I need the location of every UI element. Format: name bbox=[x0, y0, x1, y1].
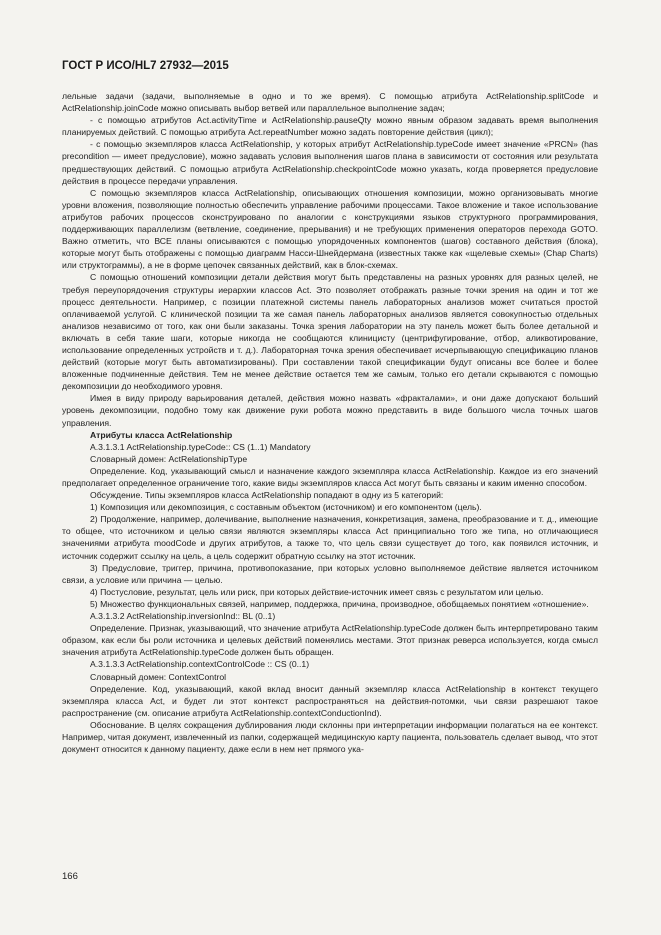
paragraph: Словарный домен: ActRelationshipType bbox=[90, 453, 248, 464]
paragraph: - с помощью экземпляров класса ActRelationship, у которых атрибут ActRelationship.typeCode имеет значение «PRCN» (has precondition — имеет предусловие), можно задавать условия выполнения шагов плана в зависимости от состояния или результата предшествующих действий. С помощью атрибута ActRelationship.checkpointCode можно указать, когда проверяется предусловие действия в процессе передачи управления. bbox=[62, 139, 598, 186]
page-header-standard-title: ГОСТ Р ИСО/HL7 27932—2015 bbox=[62, 60, 229, 72]
paragraph: 3) Предусловие, триггер, причина, противопоказание, при которых условно выполняемое действие является источником связи, а условие или причина — целью. bbox=[62, 562, 598, 585]
page-number: 166 bbox=[62, 871, 78, 882]
paragraph: Имея в виду природу варьирования деталей, действия можно назвать «фракталами», и они даже допускают больший уровень декомпозиции, подобно тому как движение руки робота можно представить в виде большого числа точных шагов управления. bbox=[62, 393, 598, 428]
paragraph: Обсуждение. Типы экземпляров класса ActRelationship попадают в одну из 5 категорий: bbox=[90, 490, 444, 501]
paragraph: 1) Композиция или декомпозиция, с составным объектом (источником) и его компонентом (цель). bbox=[90, 502, 482, 513]
paragraph: Словарный домен: ContextControl bbox=[90, 671, 227, 682]
paragraph: A.3.1.3.1 ActRelationship.typeCode:: CS (1..1) Mandatory bbox=[90, 441, 311, 452]
paragraph: Определение. Признак, указывающий, что значение атрибута ActRelationship.typeCode должен быть интерпретировано таким образом, как если бы роли источника и целевых действий поменялись местами. Этот признак реверса используется, когда смысл значения атрибута ActRelationship.typeCode должен быть обращен. bbox=[62, 623, 598, 658]
paragraph: С помощью экземпляров класса ActRelationship, описывающих отношения композиции, можно организовывать многие уровни вложения, позволяющие полностью обеспечить управление рабочими процессами. Такое вложение и такое использование атрибутов рабочих процессов сконструировано по аналогии с конструкциями языков структурного программирования, поддерживающих параллелизм (ветвление, соединение, прерывания) и не требующих применения операторов перехода GOTO. Важно отметить, что ВСЕ планы описываются с помощью упорядоченных компонентов (шагов) составного действия (блока), которые могут быть отображены с помощью диаграмм Насси-Шнейдермана (известных также как «щелевые схемы» (Chap Charts) или структограммы), а не в форме цепочек связанных действий, как в блок-схемах. bbox=[62, 187, 598, 271]
paragraph: Обоснование. В целях сокращения дублирования люди склонны при интерпретации информации полагаться на ее контекст. Например, читая документ, извлеченный из папки, содержащей медицинскую карту пациента, пользователь сделает вывод, что этот документ относится к данному пациенту, даже если в нем нет прямого ука- bbox=[62, 719, 598, 755]
paragraph: - с помощью атрибутов Act.activityTime и ActRelationship.pauseQty можно явным образом задавать время выполнения планируемых действий. С помощью атрибута Act.repeatNumber можно задать повторение действия (цикл); bbox=[62, 115, 598, 138]
section-heading: Атрибуты класса ActRelationship bbox=[90, 429, 233, 440]
paragraph: лельные задачи (задачи, выполняемые в одно и то же время). С помощью атрибута ActRelationship.splitCode и ActRelationship.joinCode можно описывать выбор ветвей или параллельное выполнение задач; bbox=[62, 91, 598, 114]
paragraph: A.3.1.3.3 ActRelationship.contextControlCode :: CS (0..1) bbox=[90, 659, 310, 670]
paragraph: 5) Множество функциональных связей, например, поддержка, причина, производное, обобщаемых понятием «отношение». bbox=[90, 598, 589, 609]
paragraph: 4) Постусловие, результат, цель или риск, при которых действие-источник имеет связь с результатом или целью. bbox=[90, 586, 544, 597]
paragraph: С помощью отношений композиции детали действия могут быть представлены на разных уровнях для разных целей, не требуя переупорядочения структуры иерархии классов Act. Это позволяет отображать разные точки зрения на один и тот же процесс деятельности. Например, с позиции платежной системы панель лабораторных анализов может считаться простой оплачиваемой услугой. С клинической позиции та же самая панель лабораторных анализов является совокупностью отдельных анализов независимо от того, как они были заказаны. Точка зрения лаборатории на эту панель может быть более детальной и включать в себя такие шаги, которые никогда не сообщаются клиницисту (центрифугирование, отбор, аликвотирование, использование определенных устройств и т. д.). Лабораторная точка зрения обеспечивает исчерпывающую спецификацию планов действий (которые могут быть автоматизированы). При составлении такой спецификации будут описаны все более и более вложенные подчиненные действия. Тем не менее действие остается тем же самым, только его детали скрываются с помощью декомпозиции до необходимого уровня. bbox=[62, 272, 598, 392]
paragraph: Определение. Код, указывающий, какой вклад вносит данный экземпляр класса ActRelationship в контекст текущего экземпляра класса Act, и будет ли этот контекст распространяться на действия-потомки, чьи связи разрешают такое распространение (см. описание атрибута ActRelationship.contextConductionInd). bbox=[62, 683, 598, 718]
paragraph: 2) Продолжение, например, долечивание, выполнение назначения, конкретизация, замена, преобразование и т. д., имеющие то общее, что источником и целью связи являются экземпляры класса Act принципиально того же типа, но отличающиеся значениями атрибута moodCode и других атрибутов, а также то, что цель связи существует до того, как появился источник, и источник содержит ссылку на цель, а цель содержит обратную ссылку на этот источник. bbox=[62, 514, 598, 561]
document-body bbox=[62, 90, 598, 755]
paragraph: Определение. Код, указывающий смысл и назначение каждого экземпляра класса ActRelationship. Каждое из его значений предполагает определенное ограничение того, какие виды экземпляров класса Act могут быть связаны и каким именно способом. bbox=[62, 465, 598, 488]
paragraph: A.3.1.3.2 ActRelationship.inversionInd:: BL (0..1) bbox=[90, 611, 276, 622]
